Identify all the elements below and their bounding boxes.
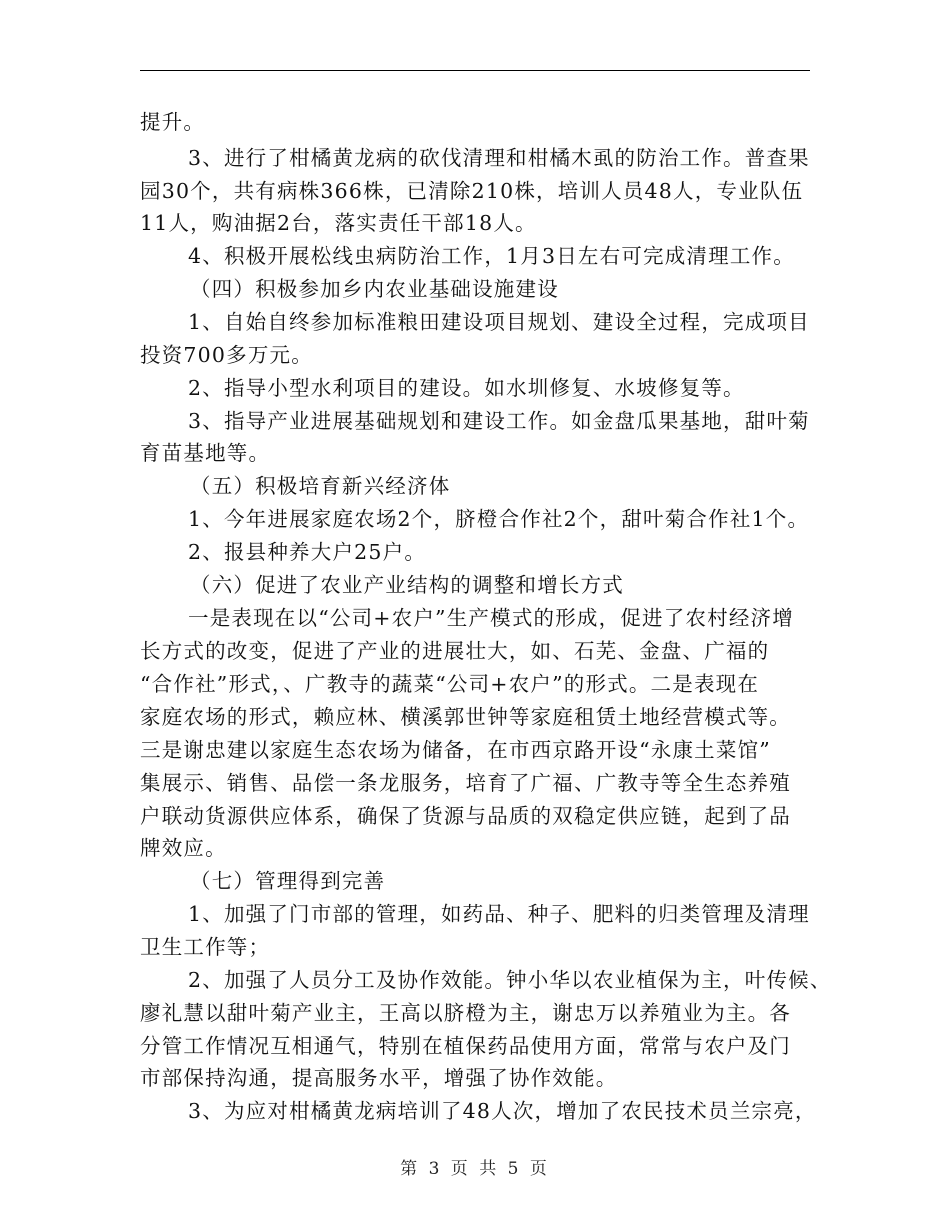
- text-line: 11人，购油据2台，落实责任干部18人。: [140, 211, 537, 235]
- text-line: 卫生工作等；: [140, 935, 271, 959]
- text-line: 园30个，共有病株366株，已清除210株，培训人员48人，专业队伍: [140, 179, 804, 203]
- text-line: 长方式的改变，促进了产业的进展壮大，如、石芜、金盘、广福的: [140, 639, 770, 663]
- text-line: 育苗基地等。: [140, 441, 271, 465]
- section-heading: （五）积极培育新兴经济体: [190, 474, 451, 498]
- text-line: 1、自始自终参加标准粮田建设项目规划、建设全过程，完成项目: [188, 310, 810, 334]
- header-rule: [140, 70, 810, 71]
- text-line: 3、进行了柑橘黄龙病的砍伐清理和柑橘木虱的防治工作。普查果: [188, 146, 810, 170]
- text-line: 三是谢忠建以家庭生态农场为储备，在市西京路开设“永康土菜馆”: [140, 738, 771, 762]
- text-line: 2、报县种养大户25户。: [188, 540, 427, 564]
- section-heading: （七）管理得到完善: [190, 869, 386, 893]
- text-line: 2、指导小型水利项目的建设。如水圳修复、水坡修复等。: [188, 376, 745, 400]
- text-line: 1、加强了门市部的管理，如药品、种子、肥料的归类管理及清理: [188, 902, 810, 926]
- text-line: 1、今年进展家庭农场2个，脐橙合作社2个，甜叶菊合作社1个。: [188, 507, 810, 531]
- text-line: 投资700多万元。: [140, 343, 313, 367]
- page-footer: 第 3 页 共 5 页: [400, 1159, 550, 1179]
- text-line: 户联动货源供应体系，确保了货源与品质的双稳定供应链，起到了品: [140, 804, 791, 828]
- text-line: 家庭农场的形式，赖应林、横溪郭世钟等家庭租赁土地经营模式等。: [140, 705, 791, 729]
- text-line: 3、为应对柑橘黄龙病培训了48人次，增加了农民技术员兰宗亮，: [188, 1099, 817, 1123]
- text-line: 集展示、销售、品偿一条龙服务，培育了广福、广教寺等全生态养殖: [140, 771, 791, 795]
- text-line: 2、加强了人员分工及协作效能。钟小华以农业植保为主，叶传候、: [188, 968, 832, 992]
- text-line: 提升。: [140, 110, 206, 134]
- text-line: 市部保持沟通，提高服务水平，增强了协作效能。: [140, 1066, 618, 1090]
- section-heading: （四）积极参加乡内农业基础设施建设: [190, 277, 559, 301]
- text-line: 3、指导产业进展基础规划和建设工作。如金盘瓜果基地，甜叶菊: [188, 409, 810, 433]
- section-heading: （六）促进了农业产业结构的调整和增长方式: [190, 573, 624, 597]
- text-line: “合作社”形式，、广教寺的蔬菜“公司+农户”的形式。二是表现在: [140, 672, 760, 696]
- text-line: 廖礼慧以甜叶菊产业主，王高以脐橙为主，谢忠万以养殖业为主。各: [140, 1001, 791, 1025]
- text-line: 分管工作情况互相通气，特别在植保药品使用方面，常常与农户及门: [140, 1034, 791, 1058]
- text-line: 4、积极开展松线虫病防治工作，1月3日左右可完成清理工作。: [188, 244, 795, 268]
- text-line: 一是表现在以“公司+农户”生产模式的形成，促进了农村经济增: [188, 606, 794, 630]
- text-line: 牌效应。: [140, 836, 227, 860]
